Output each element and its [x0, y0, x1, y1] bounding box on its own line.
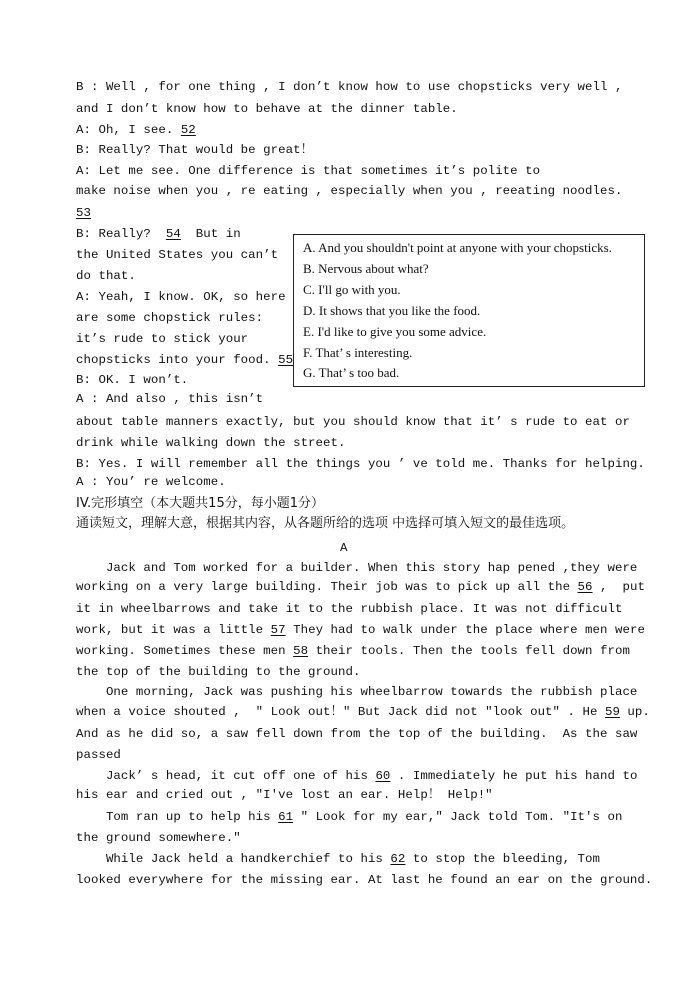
passage-text: , put	[592, 580, 645, 594]
blank-60: 60	[375, 769, 391, 783]
passage-line: looked everywhere for the missing ear. At last he found an ear on the ground.	[76, 873, 653, 887]
option-e: E. I'd like to give you some advice.	[303, 324, 487, 339]
dialogue-text: But in	[180, 227, 241, 241]
option-d: D. It shows that you like the food.	[303, 303, 481, 318]
dialogue-line: A: Let me see. One difference is that sometimes it’s polite to	[76, 164, 541, 178]
dialogue-line: B : Well , for one thing , I don’t know how to use chopsticks very well ,	[76, 80, 623, 94]
blank-56: 56	[577, 580, 593, 594]
passage-line: it in wheelbarrows and take it to the rubbish place. It was not difficult	[76, 602, 623, 616]
dialogue-line: are some chopstick rules:	[76, 311, 264, 325]
passage-text: working. Sometimes these men	[76, 644, 294, 658]
dialogue-text: A: Oh, I see.	[76, 123, 181, 137]
passage-line	[76, 768, 637, 784]
dialogue-line: make noise when you , re eating , especially when you , reeating noodles.	[76, 184, 623, 198]
passage-line	[76, 809, 622, 825]
passage-text: ″ Look for my ear,″ Jack told Tom. ″It's on	[293, 810, 623, 824]
dialogue-line: and I don’t know how to behave at the dinner table.	[76, 102, 458, 116]
blank-58: 58	[293, 644, 309, 658]
dialogue-line: about table manners exactly, but you should know that it’ s rude to eat or	[76, 415, 630, 429]
passage-line	[76, 579, 645, 595]
passage-line: his ear and cried out , ″I've lost an ear. Help！ Help!″	[76, 788, 493, 802]
section-heading: IV.完形填空（本大题共15分，每小题1分）	[76, 496, 324, 511]
passage-line: the ground somewhere.″	[76, 831, 241, 845]
dialogue-line	[76, 122, 196, 138]
passage-line: the top of the building to the ground.	[76, 665, 361, 679]
dialogue-line: A: Yeah, I know. OK, so here	[76, 290, 286, 304]
dialogue-line: B: OK. I won’t.	[76, 373, 189, 387]
passage-line: Jack and Tom worked for a builder. When this story hap pened ,they were	[76, 561, 638, 575]
option-f: F. That’ s interesting.	[303, 345, 413, 360]
blank-52: 52	[180, 123, 196, 137]
dialogue-line: it’s rude to stick your	[76, 332, 249, 346]
passage-text: work, but it was a little	[76, 623, 271, 637]
blank-53: 53	[76, 206, 91, 220]
passage-text: when a voice shouted , ″ Look out！″ But Jack did not ″look out″ . He	[76, 705, 605, 719]
blank-54: 54	[165, 227, 181, 241]
dialogue-line	[76, 226, 241, 242]
option-b: B. Nervous about what?	[303, 261, 429, 276]
option-g: G. That’ s too bad.	[303, 365, 400, 380]
passage-line	[76, 622, 645, 638]
dialogue-line: A : You’ re welcome.	[76, 475, 226, 489]
dialogue-line: A : And also , this isn’t	[76, 392, 264, 406]
option-a: A. And you shouldn't point at anyone with your chopsticks.	[303, 240, 612, 255]
dialogue-text: B: Really?	[76, 227, 166, 241]
passage-line: One morning, Jack was pushing his wheelbarrow towards the rubbish place	[76, 685, 638, 699]
dialogue-line: drink while walking down the street.	[76, 436, 346, 450]
options-box	[293, 234, 645, 387]
passage-text: their tools. Then the tools fell down from	[308, 644, 630, 658]
passage-line: passed	[76, 748, 121, 762]
dialogue-text: chopsticks into your food.	[76, 353, 279, 367]
dialogue-line: do that.	[76, 269, 136, 283]
section-instruction: 通读短文，理解大意，根据其内容，从各题所给的选项 中选择可填入短文的最佳选项。	[76, 516, 575, 531]
blank-62: 62	[390, 852, 406, 866]
passage-label: A	[340, 541, 348, 555]
blank-57: 57	[270, 623, 286, 637]
passage-line	[76, 643, 630, 659]
option-c: C. I'll go with you.	[303, 282, 401, 297]
passage-text: They had to walk under the place where men were	[285, 623, 645, 637]
blank-61: 61	[278, 810, 294, 824]
blank-59: 59	[604, 705, 620, 719]
passage-text: Tom ran up to help his	[76, 810, 279, 824]
passage-line: And as he did so, a saw fell down from the top of the building. As the saw	[76, 727, 638, 741]
passage-text: While Jack held a handkerchief to his	[76, 852, 391, 866]
dialogue-line	[76, 352, 293, 368]
passage-text: . Immediately he put his hand to	[390, 769, 638, 783]
passage-text: working on a very large building. Their job was to pick up all the	[76, 580, 578, 594]
dialogue-line: B: Really? That would be great！	[76, 143, 314, 157]
blank-55: 55	[278, 353, 294, 367]
dialogue-line: the United States you can’t	[76, 248, 279, 262]
passage-line	[76, 704, 650, 720]
passage-text: to stop the bleeding, Tom	[405, 852, 601, 866]
passage-text: up.	[619, 705, 650, 719]
dialogue-line: B: Yes. I will remember all the things you ’ ve told me. Thanks for helping.	[76, 457, 645, 471]
passage-text: Jack’ s head, it cut off one of his	[76, 769, 376, 783]
passage-line	[76, 851, 600, 867]
